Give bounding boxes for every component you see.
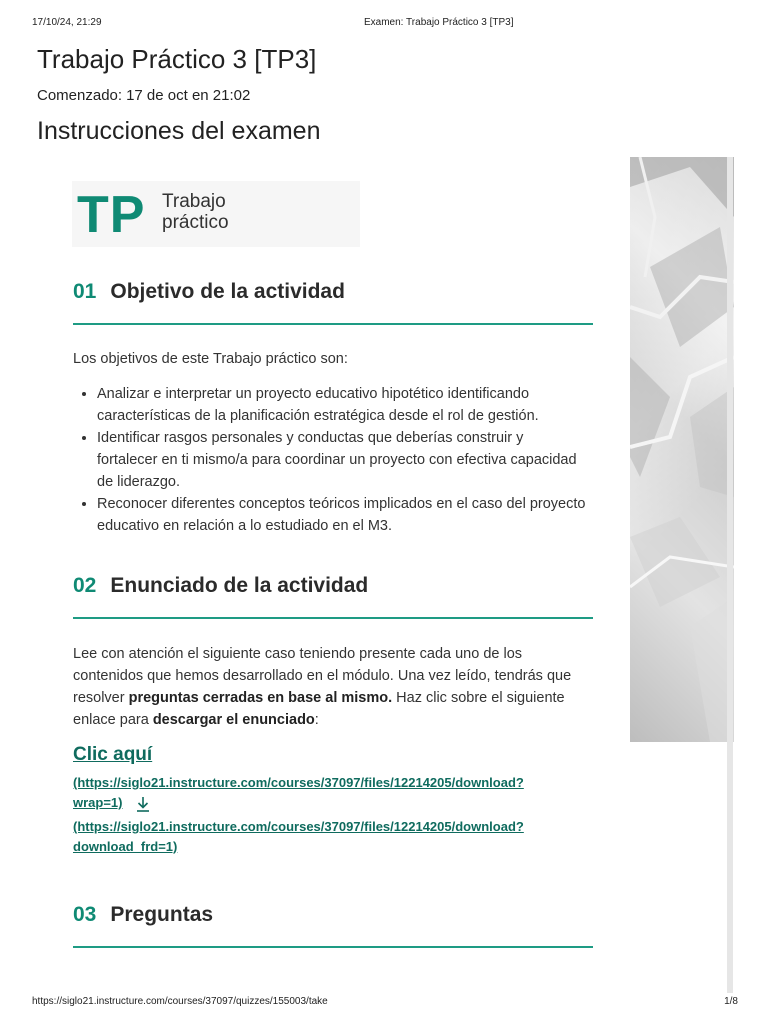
section-title: Enunciado de la actividad: [110, 574, 369, 597]
tp-logo-mark: TP: [77, 186, 146, 244]
section-heading-preguntas: [73, 903, 213, 927]
download-icon[interactable]: [135, 795, 151, 813]
download-url-frd[interactable]: [73, 817, 524, 857]
statement-bold: descargar el enunciado: [152, 712, 315, 728]
started-info: [37, 87, 254, 104]
statement-text: Lee con atención el siguiente caso teniendo presente cada uno de los contenidos que hemos desarrollado en el módulo. Una vez leído, tendrás que resolver: [73, 646, 572, 706]
section-title: Preguntas: [110, 903, 214, 926]
section-number: 03: [73, 903, 97, 926]
statement-bold: preguntas cerradas en base al mismo.: [128, 690, 393, 706]
statement-text: Haz clic sobre el siguiente enlace para: [73, 690, 565, 728]
section-number: 02: [73, 574, 97, 597]
tp-logo: [72, 181, 360, 247]
print-title: Examen: Trabajo Práctico 3 [TP3]: [364, 17, 514, 28]
section-heading-enunciado: [73, 574, 368, 598]
section-number: 01: [73, 280, 97, 303]
download-link[interactable]: Clic aquí: [73, 744, 153, 765]
section-divider: [73, 617, 593, 619]
page-number: 1/8: [724, 996, 738, 1007]
list-item: • Reconocer diferentes conceptos teóricos implicados en el caso del proyecto educativo en relación a lo estudiado en el M3.: [97, 493, 587, 537]
started-label: Comenzado:: [37, 87, 123, 104]
print-date: 17/10/24, 21:29: [32, 17, 102, 28]
section-title: Objetivo de la actividad: [110, 280, 345, 303]
started-value: 17 de oct en 21:02: [126, 87, 251, 104]
list-item: • Analizar e interpretar un proyecto educativo hipotético identificando características de la planificación estratégica desde el rol de gestión.: [97, 383, 587, 427]
tp-logo-line2: práctico: [162, 212, 229, 233]
tp-logo-line1: Trabajo: [162, 191, 226, 212]
print-url: https://siglo21.instructure.com/courses/37097/quizzes/155003/take: [32, 996, 328, 1007]
url-line: (https://siglo21.instructure.com/courses/37097/files/12214205/download?: [73, 775, 524, 790]
statement-paragraph: [73, 643, 588, 731]
section-divider: [73, 946, 593, 948]
section-heading-objetivo: [73, 280, 345, 304]
url-line: wrap=1): [73, 795, 123, 810]
objectives-intro: Los objetivos de este Trabajo práctico son:: [73, 351, 348, 367]
tp-logo-text: [162, 191, 229, 233]
scrollbar[interactable]: [727, 157, 733, 993]
list-item: • Identificar rasgos personales y conductas que deberías construir y fortalecer en ti mismo/a para coordinar un proyecto con efectiva capacidad de liderazgo.: [97, 427, 587, 493]
url-line: (https://siglo21.instructure.com/courses/37097/files/12214205/download?: [73, 819, 524, 834]
objectives-list: [73, 383, 587, 537]
section-divider: [73, 323, 593, 325]
page-title: Trabajo Práctico 3 [TP3]: [37, 44, 317, 74]
url-line: download_frd=1): [73, 839, 178, 854]
statement-text: :: [314, 712, 319, 728]
instructions-title: Instrucciones del examen: [37, 117, 321, 145]
decorative-side-image: [630, 157, 734, 742]
